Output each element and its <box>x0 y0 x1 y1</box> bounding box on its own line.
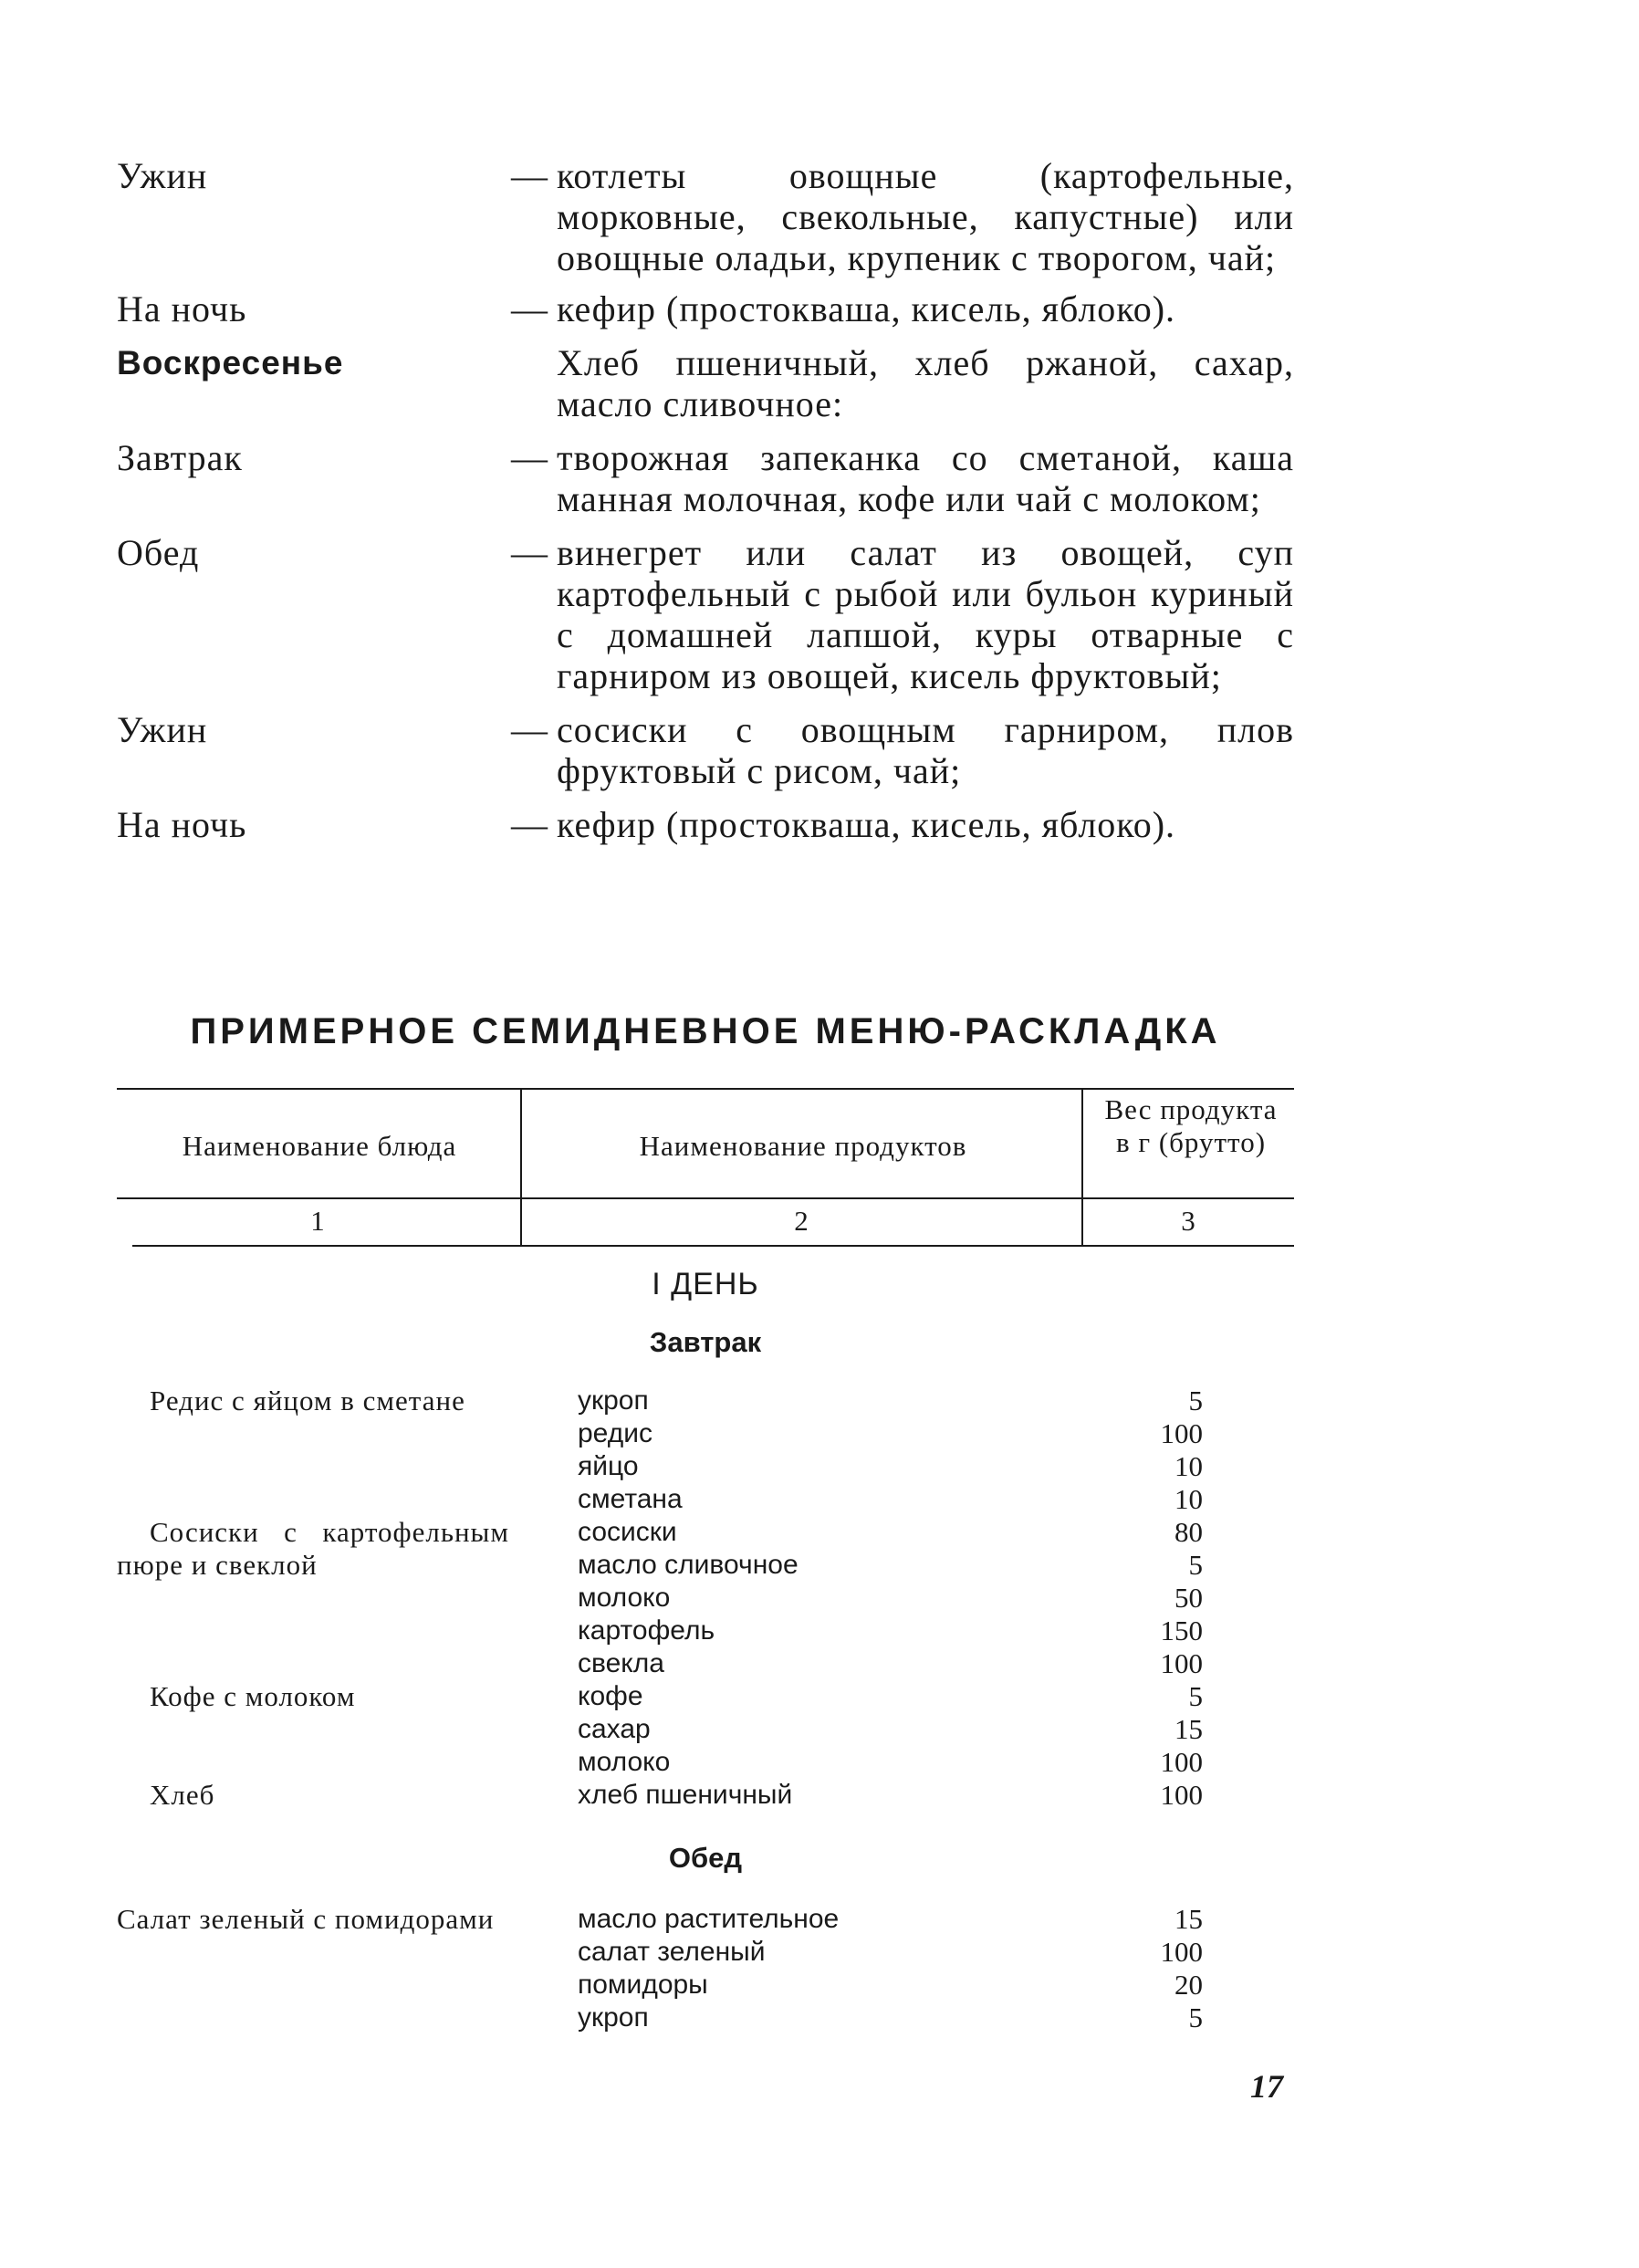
header-weight: Вес продукта в г (брутто) <box>1104 1093 1278 1158</box>
ingredient-weight: 15 <box>1174 1903 1203 1935</box>
ingredient-weight: 5 <box>1188 1680 1203 1712</box>
meal-dash: — <box>511 532 548 573</box>
dish-group <box>117 1680 1294 1779</box>
ingredient-name: укроп <box>578 2002 649 2033</box>
header-dish-name: Наименование блюда <box>182 1130 457 1162</box>
ingredient-name: молоко <box>578 1747 671 1777</box>
meal-description: Хлеб пшеничный, хлеб ржаной, сахар, масло сливочное: <box>557 342 1294 424</box>
header-products: Наименование продуктов <box>639 1130 967 1162</box>
meal-label: Завтрак <box>117 437 243 478</box>
meal-description: кефир (простокваша, кисель, яблоко). <box>557 804 1176 845</box>
ingredient-row <box>117 1483 1294 1516</box>
ingredient-name: свекла <box>578 1648 664 1678</box>
meal-dash: — <box>511 709 548 750</box>
ingredient-name: сосиски <box>578 1517 677 1547</box>
ingredient-name: картофель <box>578 1615 715 1646</box>
column-number: 1 <box>310 1205 325 1237</box>
meal-description: котлеты овощные (картофельные, морковные, свекольные, капустные) или овощные оладьи, крупеник с творогом, чай; <box>557 155 1294 278</box>
dish-name: Кофе с молоком <box>150 1680 356 1712</box>
ingredient-row <box>117 1779 1294 1812</box>
meal-dash: — <box>511 804 548 845</box>
ingredient-name: помидоры <box>578 1970 708 2000</box>
meal-description: кефир (простокваша, кисель, яблоко). <box>557 288 1176 329</box>
section-title-lunch: Обед <box>668 1842 743 1874</box>
ingredient-row <box>117 1385 1294 1417</box>
meal-row-night-2 <box>117 804 1294 845</box>
weekly-meal-plan <box>117 155 1294 845</box>
dish-group <box>117 1779 1294 1812</box>
ingredient-row <box>117 1417 1294 1450</box>
dish-group <box>117 1903 1294 2034</box>
meal-row-sunday <box>117 342 1294 424</box>
ingredient-weight: 5 <box>1188 2001 1203 2033</box>
meal-dash: — <box>511 288 548 329</box>
ingredient-weight: 15 <box>1174 1713 1203 1745</box>
ingredient-weight: 20 <box>1174 1969 1203 2001</box>
ingredient-weight: 5 <box>1188 1549 1203 1581</box>
ingredient-name: сахар <box>578 1714 651 1744</box>
ingredient-row <box>117 1516 1294 1549</box>
meal-label: Ужин <box>117 155 208 196</box>
ingredient-weight: 5 <box>1188 1385 1203 1416</box>
weekday-label: Воскресенье <box>117 344 344 381</box>
meal-label: На ночь <box>117 804 247 845</box>
ingredient-name: хлеб пшеничный <box>578 1780 793 1810</box>
ingredient-row <box>117 1615 1294 1647</box>
ingredient-weight: 80 <box>1174 1516 1203 1548</box>
ingredient-weight: 100 <box>1160 1746 1203 1778</box>
ingredient-row <box>117 1746 1294 1779</box>
ingredient-row <box>117 1680 1294 1713</box>
ingredient-weight: 100 <box>1160 1417 1203 1449</box>
meal-row-night <box>117 288 1294 329</box>
ingredient-name: салат зеленый <box>578 1937 766 1967</box>
ingredient-name: молоко <box>578 1583 671 1613</box>
ingredient-weight: 100 <box>1160 1779 1203 1811</box>
table-bottom-rule <box>132 1245 1294 1247</box>
meal-label: Ужин <box>117 709 208 750</box>
ingredient-name: редис <box>578 1418 652 1448</box>
meal-label: На ночь <box>117 288 247 329</box>
ingredient-row <box>117 1969 1294 2001</box>
column-number: 3 <box>1181 1205 1195 1237</box>
ingredient-row <box>117 1713 1294 1746</box>
ingredient-weight: 100 <box>1160 1647 1203 1679</box>
meal-description: творожная запеканка со сметаной, каша манная молочная, кофе или чай с молоком; <box>557 437 1294 519</box>
table-header-rule <box>117 1197 1294 1199</box>
meal-row-breakfast <box>117 437 1294 519</box>
meal-label: Обед <box>117 532 200 573</box>
ingredient-row <box>117 1549 1294 1582</box>
dish-name: Редис с яйцом в сметане <box>150 1385 465 1416</box>
ingredient-name: яйцо <box>578 1451 639 1481</box>
ingredient-weight: 100 <box>1160 1936 1203 1968</box>
ingredient-name: масло сливочное <box>578 1550 799 1580</box>
ingredient-weight: 150 <box>1160 1615 1203 1646</box>
meal-description: сосиски с овощным гарниром, плов фруктовый с рисом, чай; <box>557 709 1294 791</box>
ingredient-row <box>117 1903 1294 1936</box>
meal-row-lunch <box>117 532 1294 696</box>
meal-dash: — <box>511 155 548 196</box>
ingredient-row <box>117 2001 1294 2034</box>
ingredient-weight: 50 <box>1174 1582 1203 1614</box>
dish-name: Хлеб <box>150 1779 215 1811</box>
ingredient-weight: 10 <box>1174 1483 1203 1515</box>
ingredient-name: укроп <box>578 1385 649 1416</box>
column-number: 2 <box>794 1205 809 1237</box>
day-title: I ДЕНЬ <box>652 1267 759 1301</box>
dish-group <box>117 1516 1294 1680</box>
menu-heading: ПРИМЕРНОЕ СЕМИДНЕВНОЕ МЕНЮ-РАСКЛАДКА <box>190 1011 1221 1051</box>
ingredient-name: масло растительное <box>578 1904 840 1934</box>
ingredient-row <box>117 1936 1294 1969</box>
ingredient-name: кофе <box>578 1681 643 1711</box>
dish-group <box>117 1385 1294 1516</box>
page-number: 17 <box>1250 2068 1283 2105</box>
meal-row-dinner-2 <box>117 709 1294 791</box>
ingredient-row <box>117 1647 1294 1680</box>
ingredient-row <box>117 1582 1294 1615</box>
ingredient-row <box>117 1450 1294 1483</box>
table-top-rule <box>117 1088 1294 1090</box>
ingredient-weight: 10 <box>1174 1450 1203 1482</box>
section-title-breakfast: Завтрак <box>649 1326 762 1358</box>
meal-dash: — <box>511 437 548 478</box>
dish-name: Салат зеленый с помидорами <box>117 1903 495 1935</box>
ingredient-name: сметана <box>578 1484 683 1514</box>
dish-name: Сосиски с картофельным пюре и свеклой <box>117 1516 509 1581</box>
meal-description: винегрет или салат из овощей, суп картофельный с рыбой или бульон куриный с домашней лапшой, куры отварные с гарниром из овощей, кисель фруктовый; <box>557 532 1294 696</box>
meal-row-dinner <box>117 155 1294 278</box>
